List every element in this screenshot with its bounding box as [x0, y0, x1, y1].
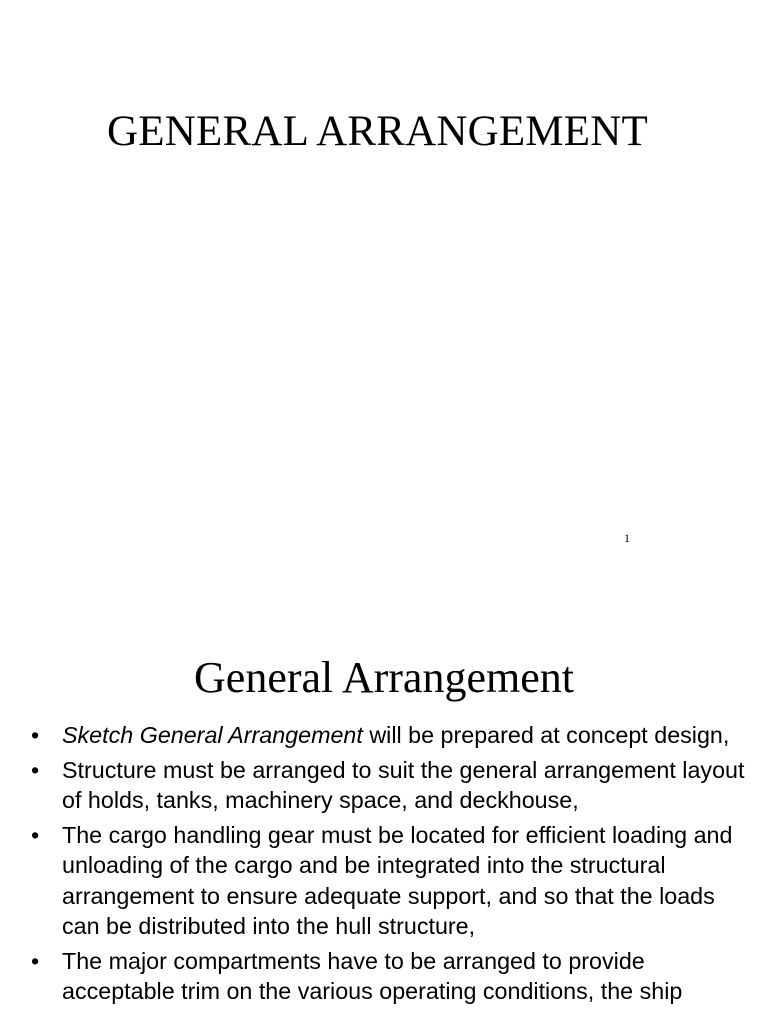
bullet-list — [0, 720, 768, 1011]
bullet-item — [0, 946, 768, 1007]
bullet-marker: • — [31, 821, 40, 848]
bullet-marker: • — [31, 722, 40, 748]
bullet-item — [0, 755, 768, 816]
bullet-emphasis: Sketch General Arrangement — [62, 722, 363, 748]
bullet-text: The major compartments have to be arranged to provide acceptable trim on the various operating conditions, the ship — [62, 947, 683, 1004]
slide-1-title: GENERAL ARRANGEMENT — [107, 108, 648, 155]
bullet-marker: • — [31, 756, 40, 783]
slide-2-title: General Arrangement — [194, 653, 574, 702]
bullet-item — [0, 820, 768, 942]
bullet-text: will be prepared at concept design, — [362, 722, 730, 748]
bullet-text: The cargo handling gear must be located for efficient loading and unloading of the cargo and be integrated into the structural arrangement to ensure adequate support, and so that the loads can be distributed into the hull structure, — [62, 821, 733, 939]
bullet-text: Structure must be arranged to suit the general arrangement layout of holds, tanks, machinery space, and deckhouse, — [62, 756, 745, 813]
page-number: 1 — [624, 531, 630, 545]
bullet-marker: • — [31, 947, 40, 974]
bullet-item — [0, 720, 768, 751]
